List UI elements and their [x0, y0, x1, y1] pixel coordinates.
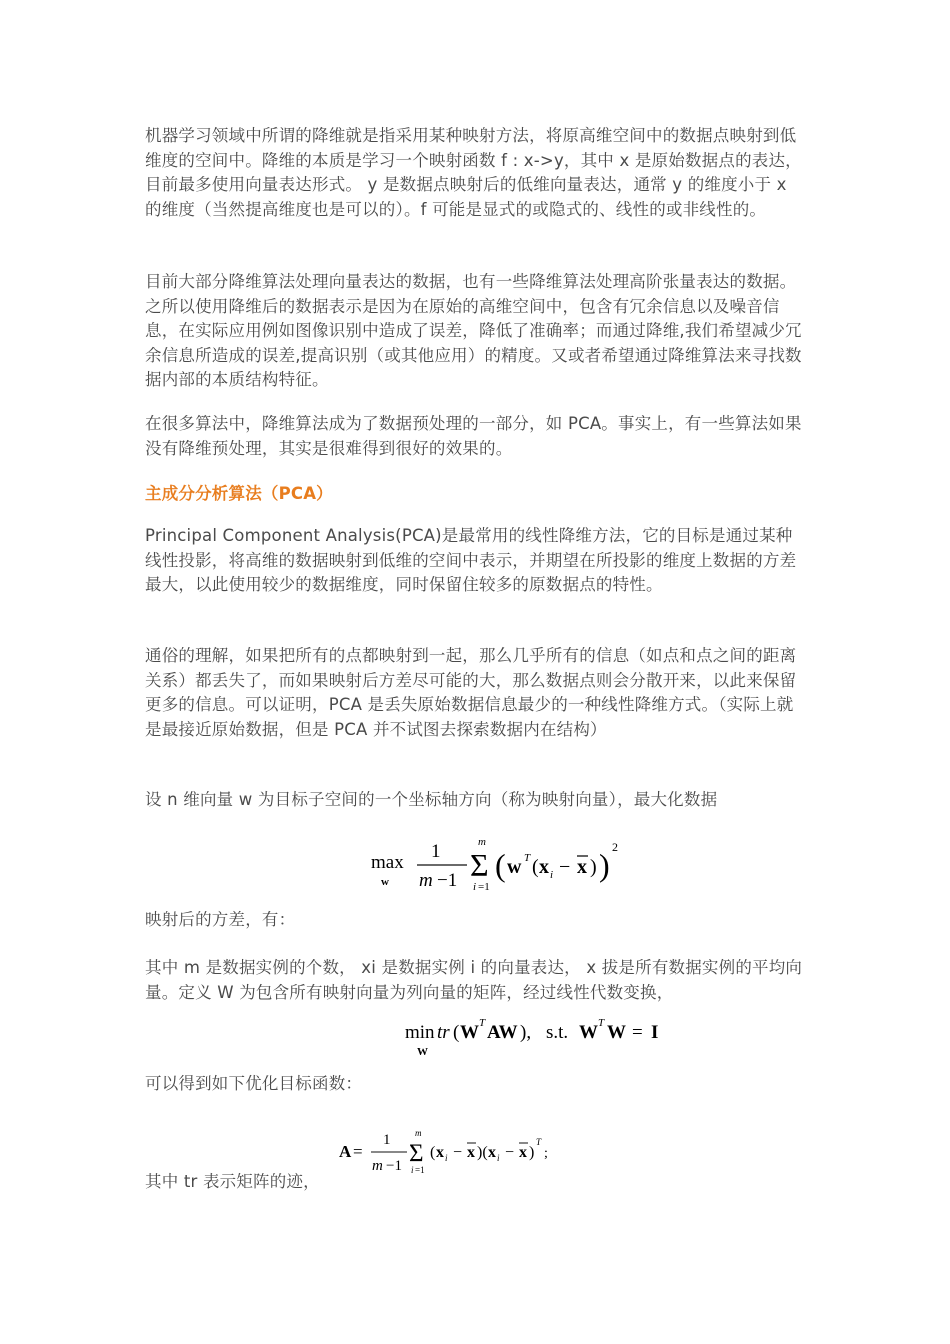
svg-text:): ) [599, 847, 610, 883]
svg-text:i: i [497, 1153, 500, 1163]
paragraph-trace-note: 其中 tr 表示矩阵的迹， [145, 1172, 320, 1191]
paragraph-definitions: 其中 m 是数据实例的个数， xi 是数据实例 i 的向量表达， x 拔是所有数据实例的平均向量。定义 W 为包含所有映射向量为列向量的矩阵，经过线性代数变换， [145, 958, 803, 1002]
svg-text:AW: AW [487, 1022, 518, 1043]
svg-text:i: i [411, 1165, 414, 1175]
svg-text:−1: −1 [437, 870, 458, 891]
section-heading-pca: 主成分分析算法（PCA） [145, 484, 333, 503]
svg-text:I: I [651, 1022, 659, 1043]
svg-text:x: x [519, 1144, 527, 1161]
svg-text:min: min [405, 1022, 435, 1043]
paragraph-objective-label: 可以得到如下优化目标函数： [145, 1074, 363, 1093]
svg-text:x: x [488, 1144, 496, 1161]
paragraph-pca-definition: Principal Component Analysis(PCA)是最常用的线性降维方法，它的目标是通过某种线性投影，将高维的数据映射到低维的空间中表示，并期望在所投影的维度上数据的方差最大，以此使用较少的数据维度，同时保留住较多的原数据点的特性。 [145, 526, 797, 594]
objective-formula [403, 1012, 715, 1062]
svg-text:A: A [339, 1142, 352, 1161]
svg-text:w: w [507, 856, 522, 878]
svg-text:)(: )( [477, 1144, 488, 1161]
svg-text:W: W [579, 1022, 598, 1043]
svg-text:(: ( [453, 1022, 460, 1043]
svg-text:(: ( [430, 1144, 436, 1161]
svg-text:−: − [559, 856, 571, 878]
svg-text:i: i [445, 1153, 448, 1163]
svg-text:): ) [590, 856, 597, 878]
svg-text:T: T [536, 1137, 542, 1147]
paragraph-projection-vector: 设 n 维向量 w 为目标子空间的一个坐标轴方向（称为映射向量），最大化数据 [145, 790, 718, 809]
svg-text:i: i [473, 881, 477, 893]
svg-text:w: w [381, 876, 389, 888]
svg-text:Σ: Σ [409, 1140, 424, 1167]
svg-text:x: x [436, 1144, 444, 1161]
svg-text:2: 2 [612, 840, 618, 854]
svg-text:1: 1 [383, 1132, 391, 1148]
svg-text:=: = [353, 1142, 363, 1161]
svg-text:(: ( [495, 847, 506, 883]
variance-formula [367, 832, 637, 902]
svg-text:max: max [371, 852, 404, 873]
svg-text:x: x [467, 1144, 475, 1161]
svg-text:W: W [417, 1046, 428, 1058]
svg-text:=1: =1 [478, 881, 490, 893]
svg-text:−1: −1 [386, 1158, 402, 1174]
svg-text:m: m [372, 1158, 383, 1174]
svg-text:=: = [632, 1022, 643, 1043]
svg-text:W: W [607, 1022, 626, 1043]
svg-text:m: m [419, 870, 433, 891]
paragraph-reason: 目前大部分降维算法处理向量表达的数据，也有一些降维算法处理高阶张量表达的数据。之所以使用降维后的数据表示是因为在原始的高维空间中，包含有冗余信息以及噪音信息，在实际应用例如图像识别中造成了误差，降低了准确率；而通过降维,我们希望减少冗余信息所造成的误差,提高识别（或其他应用）的精度。又或者希望通过降维算法来寻找数据内部的本质结构特征。 [145, 272, 802, 389]
svg-text:;: ; [544, 1146, 548, 1161]
svg-text:(: ( [532, 856, 539, 878]
paragraph-variance-label: 映射后的方差，有： [145, 910, 296, 929]
svg-text:T: T [479, 1017, 486, 1029]
svg-text:=1: =1 [415, 1165, 425, 1175]
svg-text:T: T [598, 1017, 605, 1029]
svg-text:1: 1 [431, 841, 441, 862]
svg-text:i: i [550, 869, 554, 881]
paragraph-intuition: 通俗的理解，如果把所有的点都映射到一起，那么几乎所有的信息（如点和点之间的距离关系）都丢失了，而如果映射后方差尽可能的大，那么数据点则会分散开来，以此来保留更多的信息。可以证明，PCA 是丢失原始数据信息最少的一种线性降维方式。（实际上就是最接近原始数据，但是 PCA 并不试图去探索数据内在结构） [145, 646, 797, 739]
svg-text:W: W [460, 1022, 479, 1043]
svg-text:x: x [577, 856, 587, 878]
paragraph-intro: 机器学习领域中所谓的降维就是指采用某种映射方法，将原高维空间中的数据点映射到低维度的空间中。降维的本质是学习一个映射函数 f : x->y，其中 x 是原始数据点的表达，目前最多使用向量表达形式。 y 是数据点映射后的低维向量表达，通常 y 的维度小于 x 的维度（当然提高维度也是可以的）。f 可能是显式的或隐式的、线性的或非线性的。 [145, 126, 802, 219]
svg-text:),: ), [520, 1022, 532, 1043]
svg-text:): ) [529, 1144, 535, 1161]
svg-text:m: m [415, 1128, 422, 1138]
svg-text:−: − [505, 1144, 515, 1161]
svg-text:m: m [478, 836, 486, 848]
svg-text:x: x [539, 856, 549, 878]
paragraph-preprocess: 在很多算法中，降维算法成为了数据预处理的一部分，如 PCA。事实上，有一些算法如果没有降维预处理，其实是很难得到很好的效果的。 [145, 414, 802, 458]
svg-text:T: T [524, 852, 531, 864]
svg-text:s.t.: s.t. [546, 1022, 569, 1043]
covariance-formula [337, 1124, 569, 1182]
svg-text:−: − [453, 1144, 463, 1161]
svg-text:Σ: Σ [470, 847, 489, 883]
svg-text:tr: tr [437, 1022, 450, 1043]
